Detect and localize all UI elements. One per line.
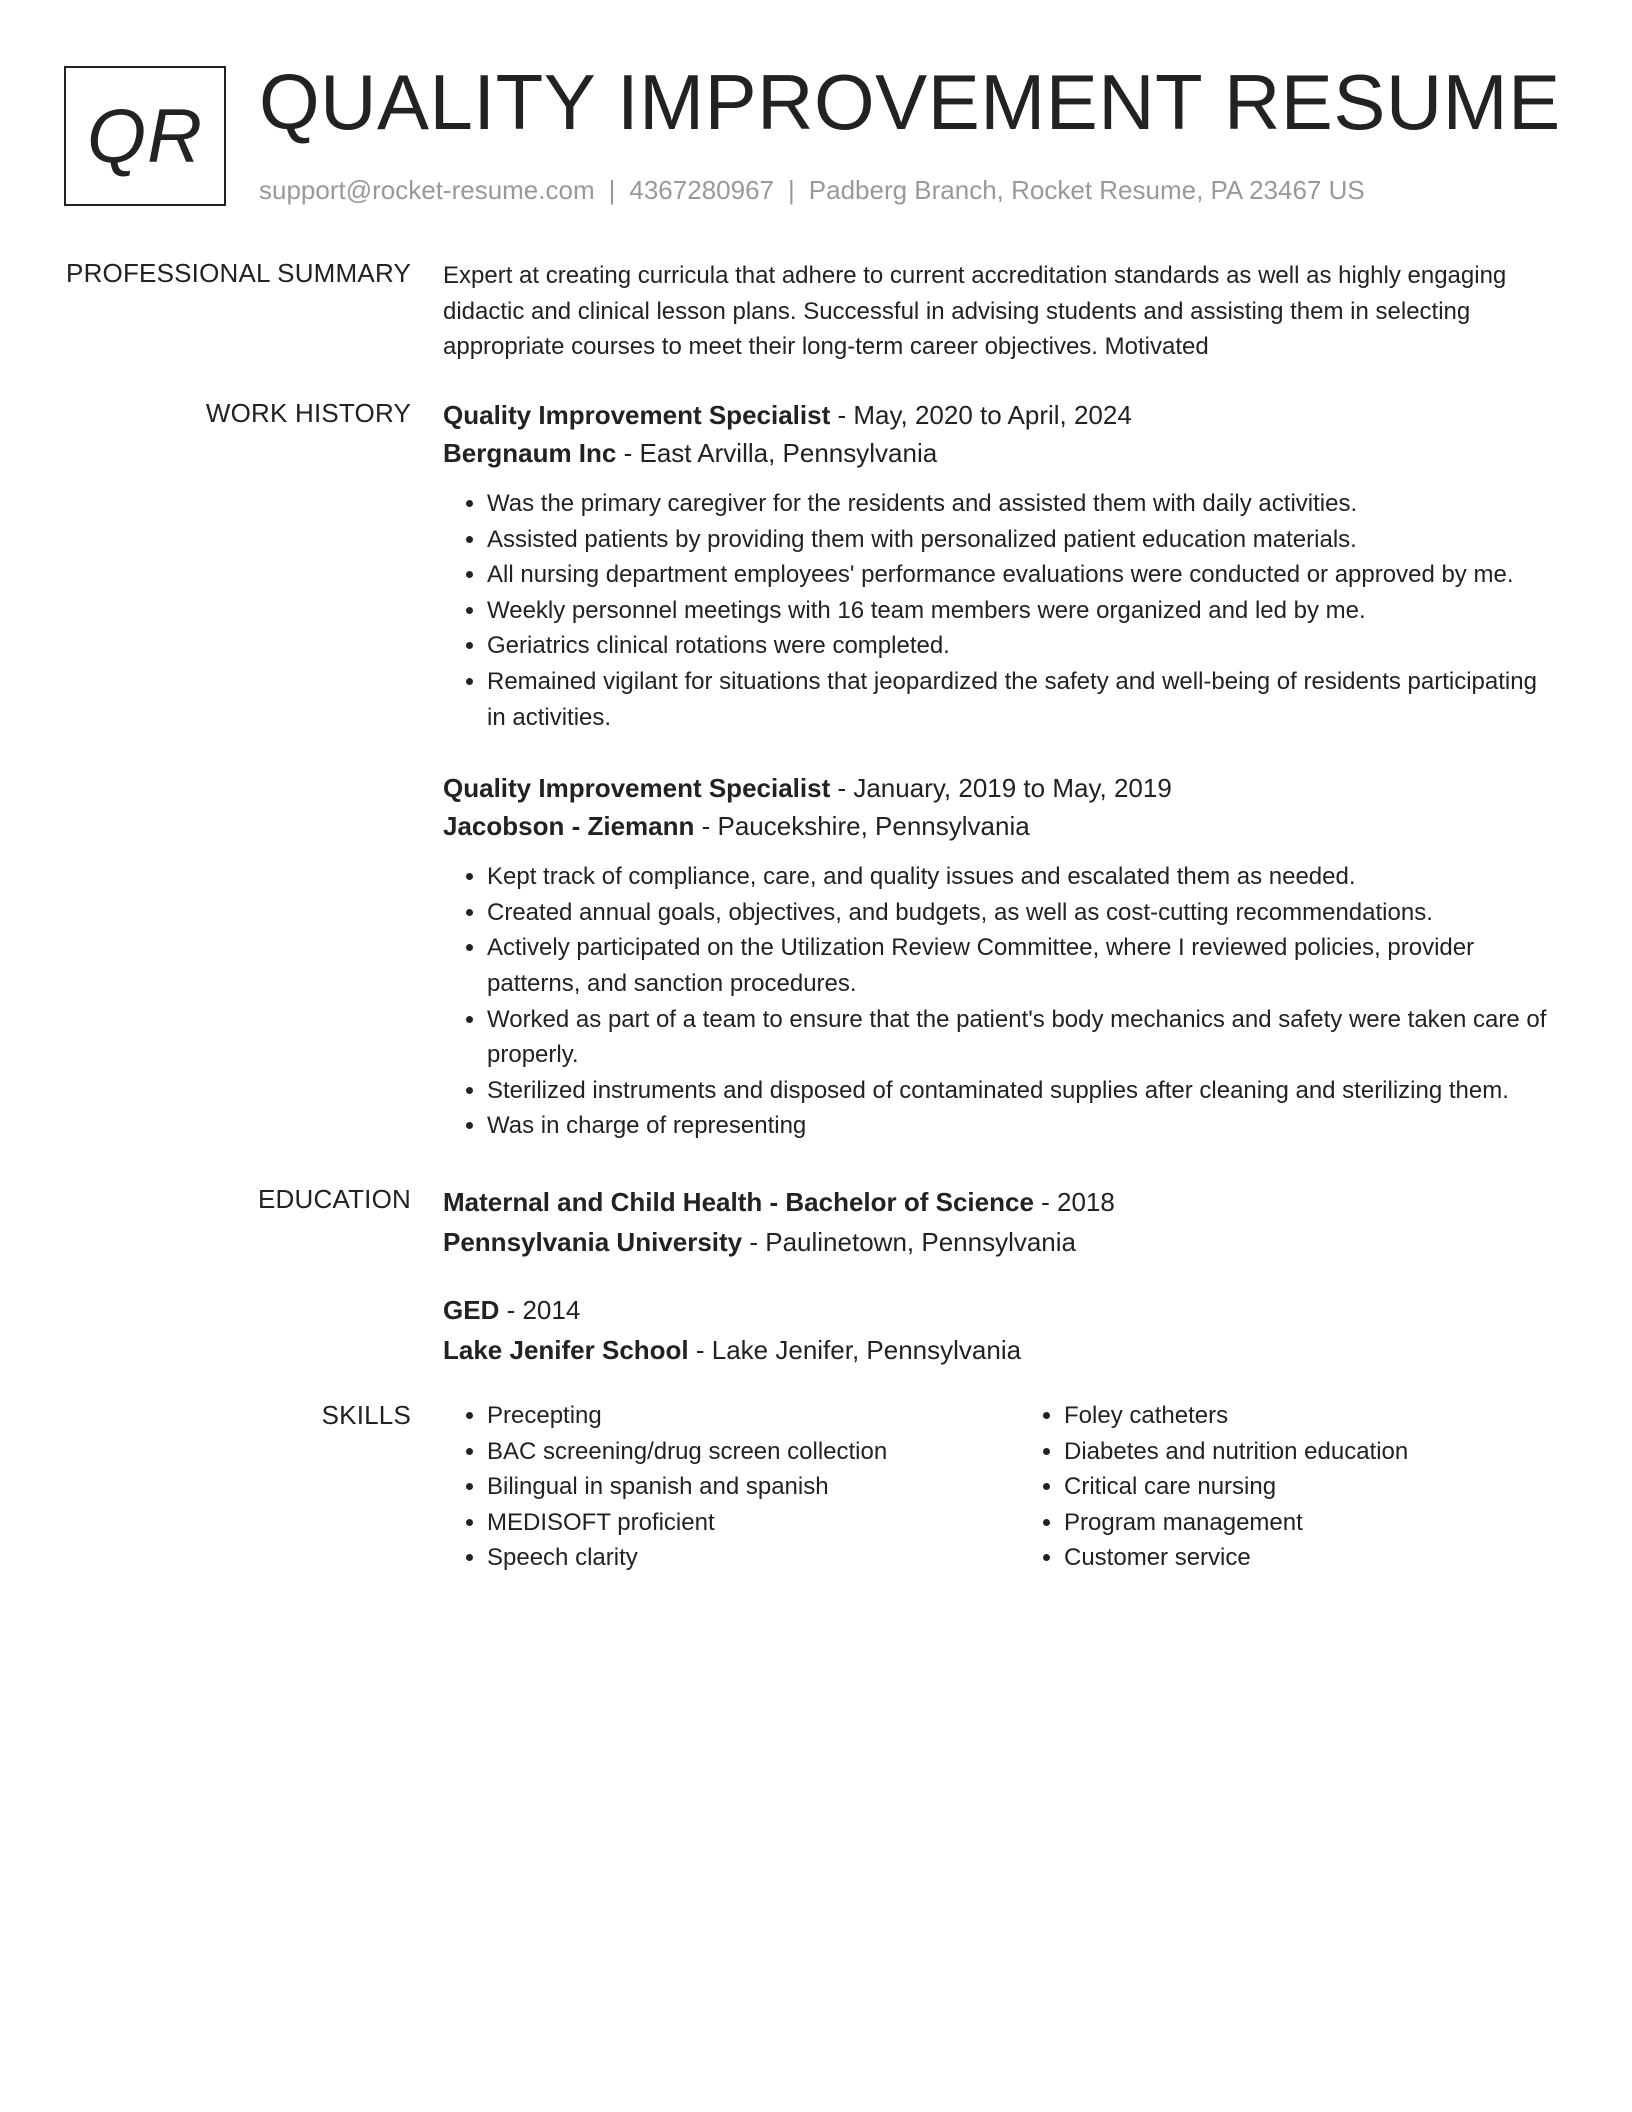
skill-item: • Speech clarity: [487, 1540, 976, 1576]
job-entry: [443, 396, 1553, 735]
job-bullet: • All nursing department employees' performance evaluations were conducted or approved by me.: [487, 557, 1553, 593]
education-entry: [443, 1290, 1553, 1370]
skills-list-left: [443, 1398, 976, 1576]
skills-columns: [443, 1398, 1553, 1576]
education-body: [443, 1182, 1553, 1370]
job-location: - East Arvilla, Pennsylvania: [616, 438, 938, 468]
job-company: Jacobson - Ziemann: [443, 811, 695, 842]
skill-item: • BAC screening/drug screen collection: [487, 1434, 976, 1470]
contact-email[interactable]: support@rocket-resume.com: [259, 175, 595, 205]
education-school-line: [443, 1222, 1553, 1262]
education-school-line: [443, 1330, 1553, 1370]
education-degree-line: [443, 1182, 1553, 1222]
job-dates: - May, 2020 to April, 2024: [830, 400, 1132, 430]
skill-item: • Critical care nursing: [1064, 1469, 1553, 1505]
job-title-line: [443, 396, 1553, 434]
section-label-summary: PROFESSIONAL SUMMARY: [66, 258, 411, 288]
skill-item: • Program management: [1064, 1505, 1553, 1541]
skill-item: • MEDISOFT proficient: [487, 1505, 976, 1541]
job-bullets: [443, 486, 1553, 735]
job-title: Quality Improvement Specialist: [443, 400, 831, 430]
job-bullet: • Actively participated on the Utilization Review Committee, where I reviewed policies, provider patterns, and sanction procedures.: [487, 930, 1553, 1001]
job-bullet: • Kept track of compliance, care, and quality issues and escalated them as needed.: [487, 859, 1553, 895]
job-title: Quality Improvement Specialist: [443, 773, 831, 804]
contact-phone[interactable]: 4367280967: [629, 175, 774, 205]
skill-item: • Bilingual in spanish and spanish: [487, 1469, 976, 1505]
contact-address: Padberg Branch, Rocket Resume, PA 23467 US: [808, 175, 1365, 205]
section-label-work-history: WORK HISTORY: [205, 398, 411, 428]
job-bullet: • Remained vigilant for situations that jeopardized the safety and well-being of residents participating in activities.: [487, 664, 1553, 735]
education-school: Pennsylvania University: [443, 1227, 743, 1257]
skills-list-right: [976, 1398, 1553, 1576]
job-bullet: • Was the primary caregiver for the residents and assisted them with daily activities.: [487, 486, 1553, 522]
job-bullets: [443, 859, 1553, 1144]
education-degree: GED: [443, 1295, 500, 1325]
skill-item: • Diabetes and nutrition education: [1064, 1434, 1553, 1470]
job-dates: - January, 2019 to May, 2019: [830, 773, 1172, 804]
skills-body: [443, 1398, 1553, 1576]
section-label-education: EDUCATION: [258, 1184, 411, 1214]
job-bullet: • Weekly personnel meetings with 16 team members were organized and led by me.: [487, 593, 1553, 629]
job-entry: [443, 769, 1553, 1144]
monogram-logo: QR: [64, 66, 226, 206]
skill-item: • Customer service: [1064, 1540, 1553, 1576]
contact-separator: |: [788, 175, 795, 205]
job-location: - Paucekshire, Pennsylvania: [694, 811, 1030, 842]
education-degree-line: [443, 1290, 1553, 1330]
education-year: - 2014: [499, 1295, 581, 1325]
skill-item: • Foley catheters: [1064, 1398, 1553, 1434]
summary-text: Expert at creating curricula that adhere to current accreditation standards as well as highly engaging didactic and clinical lesson plans. Successful in advising students and assisting them in selecting appropriate courses to meet their long-term career objectives. Motivated: [443, 262, 1507, 360]
job-company: Bergnaum Inc: [443, 438, 617, 468]
education-degree: Maternal and Child Health - Bachelor of Science: [443, 1187, 1034, 1217]
work-history-body: [443, 396, 1553, 1144]
contact-separator: |: [608, 175, 616, 205]
job-bullet: • Created annual goals, objectives, and budgets, as well as cost-cutting recommendations.: [487, 895, 1553, 931]
job-bullet: • Assisted patients by providing them with personalized patient education materials.: [487, 522, 1553, 558]
contact-line: [259, 172, 1365, 208]
education-entry: [443, 1182, 1553, 1262]
education-location: - Paulinetown, Pennsylvania: [742, 1227, 1077, 1257]
job-company-line: [443, 807, 1553, 845]
education-school: Lake Jenifer School: [443, 1335, 689, 1365]
education-year: - 2018: [1033, 1187, 1115, 1217]
job-bullet: • Geriatrics clinical rotations were completed.: [487, 628, 1553, 664]
job-title-line: [443, 769, 1553, 807]
job-bullet: • Was in charge of representing: [487, 1108, 1553, 1144]
job-bullet: • Worked as part of a team to ensure that the patient's body mechanics and safety were taken care of properly.: [487, 1002, 1553, 1073]
job-bullet: • Sterilized instruments and disposed of contaminated supplies after cleaning and sterilizing them.: [487, 1073, 1553, 1109]
summary-body: [443, 258, 1553, 365]
skill-item: • Precepting: [487, 1398, 976, 1434]
education-location: - Lake Jenifer, Pennsylvania: [688, 1335, 1022, 1365]
section-label-skills: SKILLS: [321, 1400, 411, 1430]
resume-title: QUALITY IMPROVEMENT RESUME: [259, 58, 1561, 146]
job-company-line: [443, 434, 1553, 472]
